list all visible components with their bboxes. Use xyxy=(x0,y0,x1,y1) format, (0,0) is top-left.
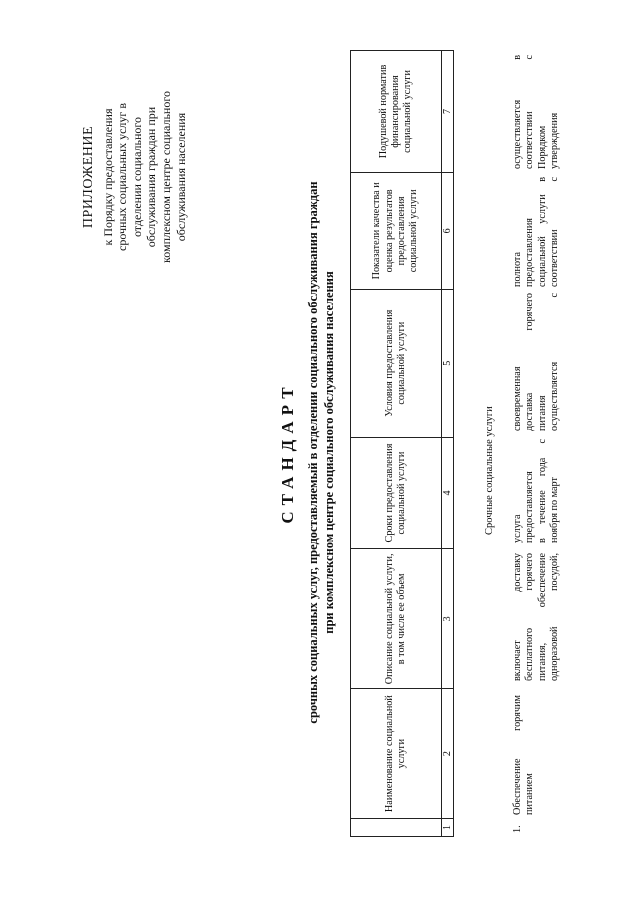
terms-line: в течение года с xyxy=(536,439,548,543)
col-header-conditions: Условия предоставления социальной услуги xyxy=(351,289,442,437)
conditions-line: питания xyxy=(536,395,548,431)
col-number: 6 xyxy=(442,172,454,289)
conditions-line: доставка горячего xyxy=(524,293,536,431)
col-header-quality: Показатели качества и оценка результатов предоставления социальной услуги xyxy=(351,172,442,289)
standard-subtitle xyxy=(305,60,337,845)
subtitle-line-1: срочных социальных услуг, предоставляемый в отделении социального обслуживания граждан xyxy=(306,181,320,724)
col-number: 5 xyxy=(442,289,454,437)
appendix-line: срочных социальных услуг в xyxy=(115,103,130,251)
appendix-line: обслуживания населения xyxy=(173,112,188,242)
financing-line: соответствии с xyxy=(524,55,536,169)
col-header-service-name: Наименование социальной услуги xyxy=(351,689,442,819)
table-header-row xyxy=(351,51,442,837)
service-name-line: питанием xyxy=(524,773,536,815)
col-number: 3 xyxy=(442,549,454,689)
financing-line: осуществляется в xyxy=(512,55,523,169)
description-line: одноразовой посудой, xyxy=(548,553,560,681)
row-number: 1. xyxy=(512,825,523,833)
quality-line: полнота xyxy=(512,251,523,287)
col-number: 7 xyxy=(442,51,454,173)
col-header-number xyxy=(351,819,442,837)
col-number: 1 xyxy=(442,819,454,837)
financing-line: утверждения xyxy=(548,112,560,169)
col-header-terms: Сроки предоставления социальной услуги xyxy=(351,437,442,549)
appendix-block xyxy=(82,47,188,307)
col-header-description: Описание социальной услуги, в том числе ее объем xyxy=(351,549,442,689)
quality-line: социальной услуги в xyxy=(536,177,548,287)
subtitle-line-2: при комплексном центре социального обслуживания населения xyxy=(322,271,336,634)
conditions-line: осуществляется с xyxy=(548,293,560,431)
terms-line: предоставляется xyxy=(524,471,536,543)
col-header-financing: Подушевой норматив финансирования социальной услуги xyxy=(351,51,442,173)
appendix-line: к Порядку предоставления xyxy=(100,108,115,246)
section-title: Срочные социальные услуги xyxy=(484,406,495,535)
terms-line: услуга xyxy=(512,514,523,543)
description-line: питания, обеспечение xyxy=(536,553,548,681)
appendix-heading: ПРИЛОЖЕНИЕ xyxy=(81,125,96,229)
row-conditions xyxy=(512,293,561,431)
quality-line: предоставления xyxy=(524,218,536,287)
row-description xyxy=(512,553,561,681)
quality-line: соответствии с xyxy=(548,177,560,287)
appendix-line: обслуживания граждан при xyxy=(144,106,159,248)
table-number-row xyxy=(442,51,454,837)
row-service-name xyxy=(512,695,537,815)
row-financing xyxy=(512,55,561,169)
description-line: включает доставку xyxy=(512,553,523,681)
description-line: бесплатного горячего xyxy=(524,553,536,681)
service-name-line: Обеспечение горячим xyxy=(512,695,523,815)
conditions-line: своевременная xyxy=(512,366,523,431)
standard-title: СТАНДАРТ xyxy=(278,381,297,524)
row-terms xyxy=(512,439,561,543)
appendix-line: комплексном центре социального xyxy=(158,91,173,263)
terms-line: ноября по март xyxy=(548,477,560,543)
financing-line: Порядком xyxy=(536,125,548,169)
appendix-line: отделении социального xyxy=(129,116,144,238)
col-number: 4 xyxy=(442,437,454,549)
row-quality xyxy=(512,177,561,287)
standard-table xyxy=(350,50,454,837)
col-number: 2 xyxy=(442,689,454,819)
